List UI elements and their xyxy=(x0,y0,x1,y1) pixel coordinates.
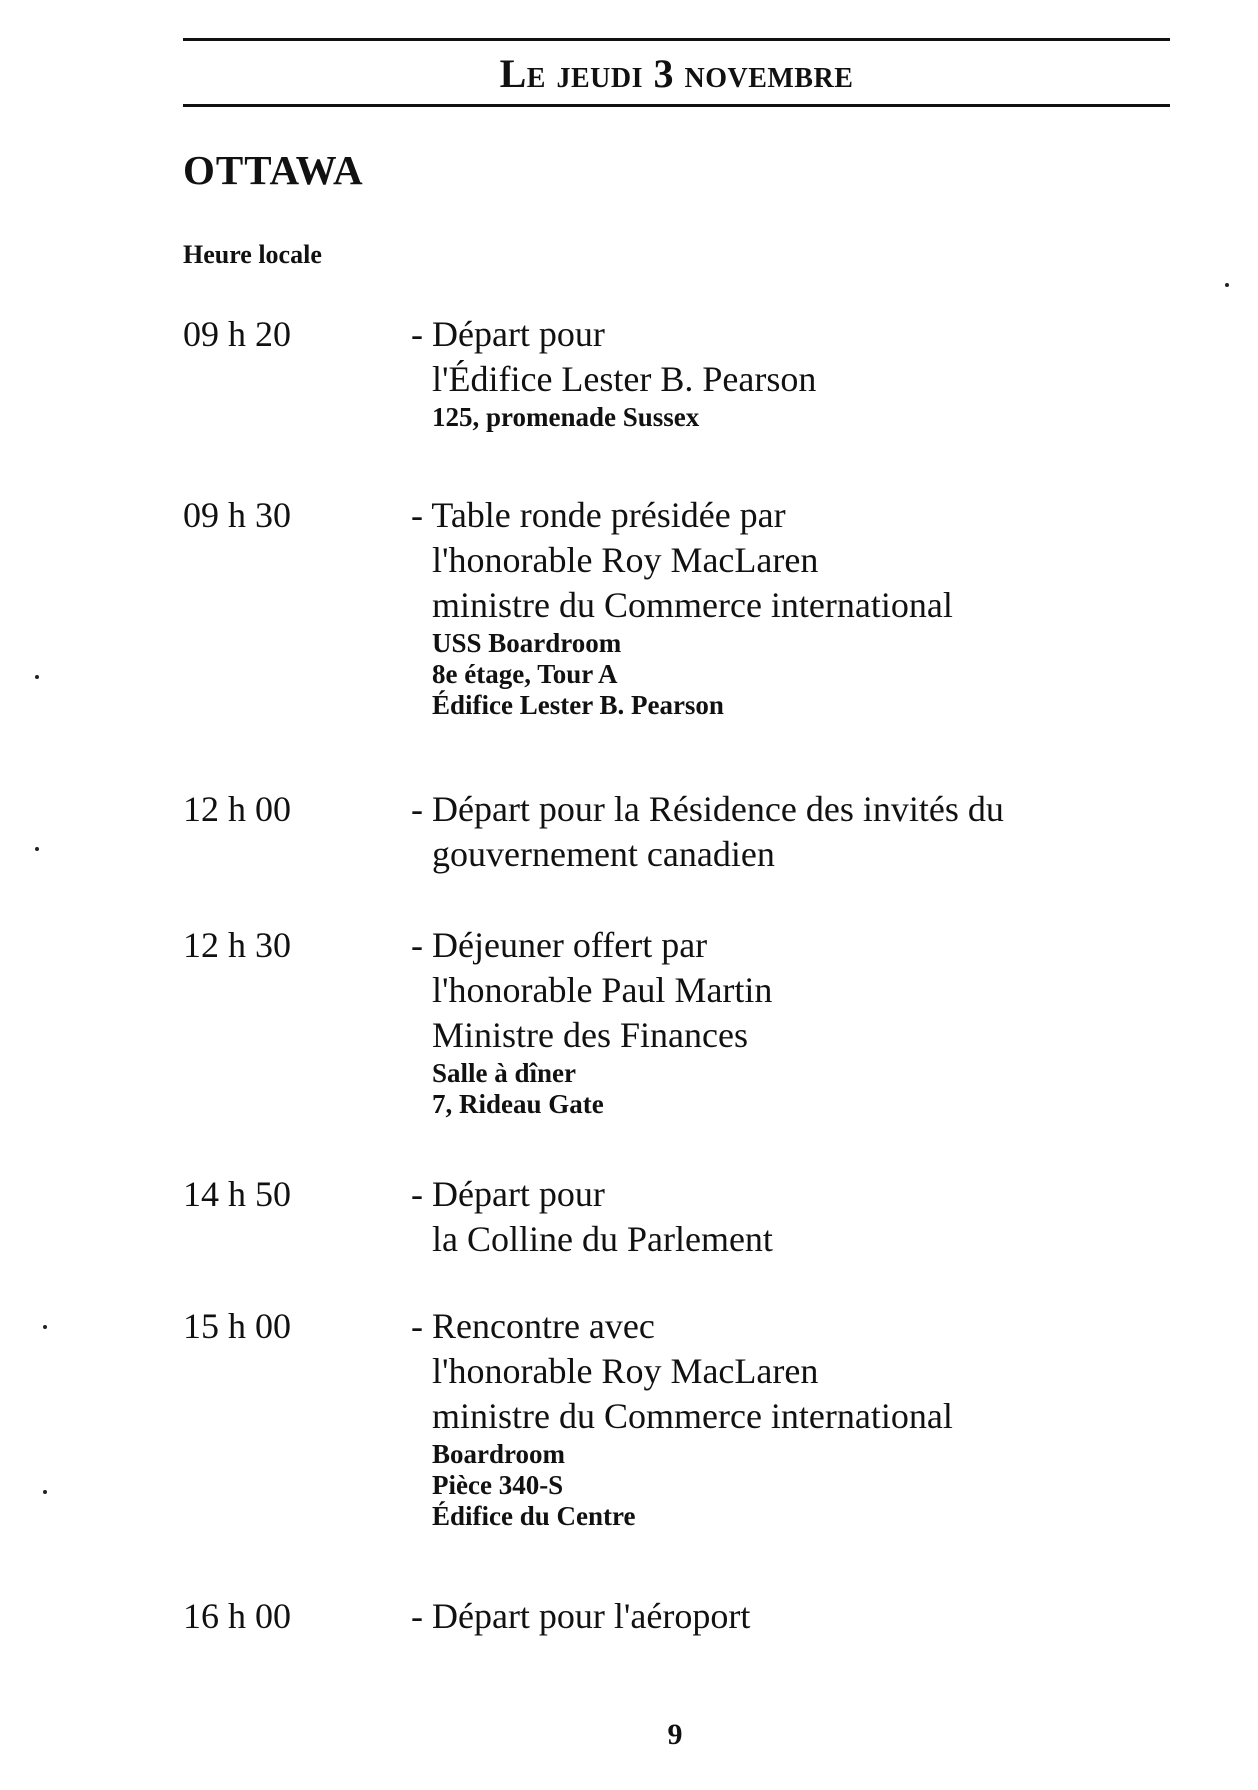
entry-description xyxy=(411,787,1181,877)
time-zone-label: Heure locale xyxy=(183,240,322,269)
entry-line: ministre du Commerce international xyxy=(432,585,953,625)
entry-location: Boardroom xyxy=(432,1439,565,1469)
scan-speck xyxy=(35,675,39,679)
entry-line: - Déjeuner offert par xyxy=(411,925,708,965)
entry-time: 12 h 30 xyxy=(183,925,291,965)
entry-location: Édifice du Centre xyxy=(432,1501,636,1531)
entry-location: Édifice Lester B. Pearson xyxy=(432,690,724,720)
entry-location: Salle à dîner xyxy=(432,1058,577,1088)
entry-location: Pièce 340-S xyxy=(432,1470,564,1500)
page-number: 9 xyxy=(667,1718,683,1751)
top-rule xyxy=(183,38,1170,41)
entry-location: 7, Rideau Gate xyxy=(432,1089,604,1119)
city-heading: OTTAWA xyxy=(183,147,364,193)
entry-line: - Rencontre avec xyxy=(411,1306,655,1346)
entry-line: - Départ pour xyxy=(411,1174,605,1214)
entry-line: ministre du Commerce international xyxy=(432,1396,953,1436)
bottom-rule xyxy=(183,104,1170,107)
entry-description xyxy=(411,1304,1181,1532)
scan-speck xyxy=(43,1325,47,1329)
entry-line: - Départ pour l'aéroport xyxy=(411,1596,751,1636)
entry-description xyxy=(411,923,1181,1120)
scan-speck xyxy=(35,847,39,851)
entry-description xyxy=(411,1594,1181,1639)
entry-line: l'honorable Roy MacLaren xyxy=(432,540,819,580)
entry-time: 15 h 00 xyxy=(183,1306,291,1346)
entry-line: - Départ pour xyxy=(411,314,605,354)
entry-line: la Colline du Parlement xyxy=(432,1219,773,1259)
entry-time: 16 h 00 xyxy=(183,1596,291,1636)
entry-description xyxy=(411,493,1181,721)
entry-time: 14 h 50 xyxy=(183,1174,291,1214)
entry-description xyxy=(411,1172,1181,1262)
entry-line: - Table ronde présidée par xyxy=(411,495,786,535)
scan-speck xyxy=(1225,283,1229,287)
entry-line: gouvernement canadien xyxy=(432,834,775,874)
entry-line: l'honorable Roy MacLaren xyxy=(432,1351,819,1391)
day-title: Le jeudi 3 novembre xyxy=(499,51,854,96)
entry-time: 09 h 30 xyxy=(183,495,291,535)
scan-speck xyxy=(43,1490,47,1494)
entry-line: l'honorable Paul Martin xyxy=(432,970,773,1010)
entry-line: l'Édifice Lester B. Pearson xyxy=(432,359,817,399)
entry-line: Ministre des Finances xyxy=(432,1015,748,1055)
entry-description xyxy=(411,312,1181,433)
entry-time: 12 h 00 xyxy=(183,789,291,829)
entry-location: 8e étage, Tour A xyxy=(432,659,618,689)
entry-location: USS Boardroom xyxy=(432,628,622,658)
entry-time: 09 h 20 xyxy=(183,314,291,354)
entry-location: 125, promenade Sussex xyxy=(432,402,700,432)
entry-line: - Départ pour la Résidence des invités du xyxy=(411,789,1004,829)
